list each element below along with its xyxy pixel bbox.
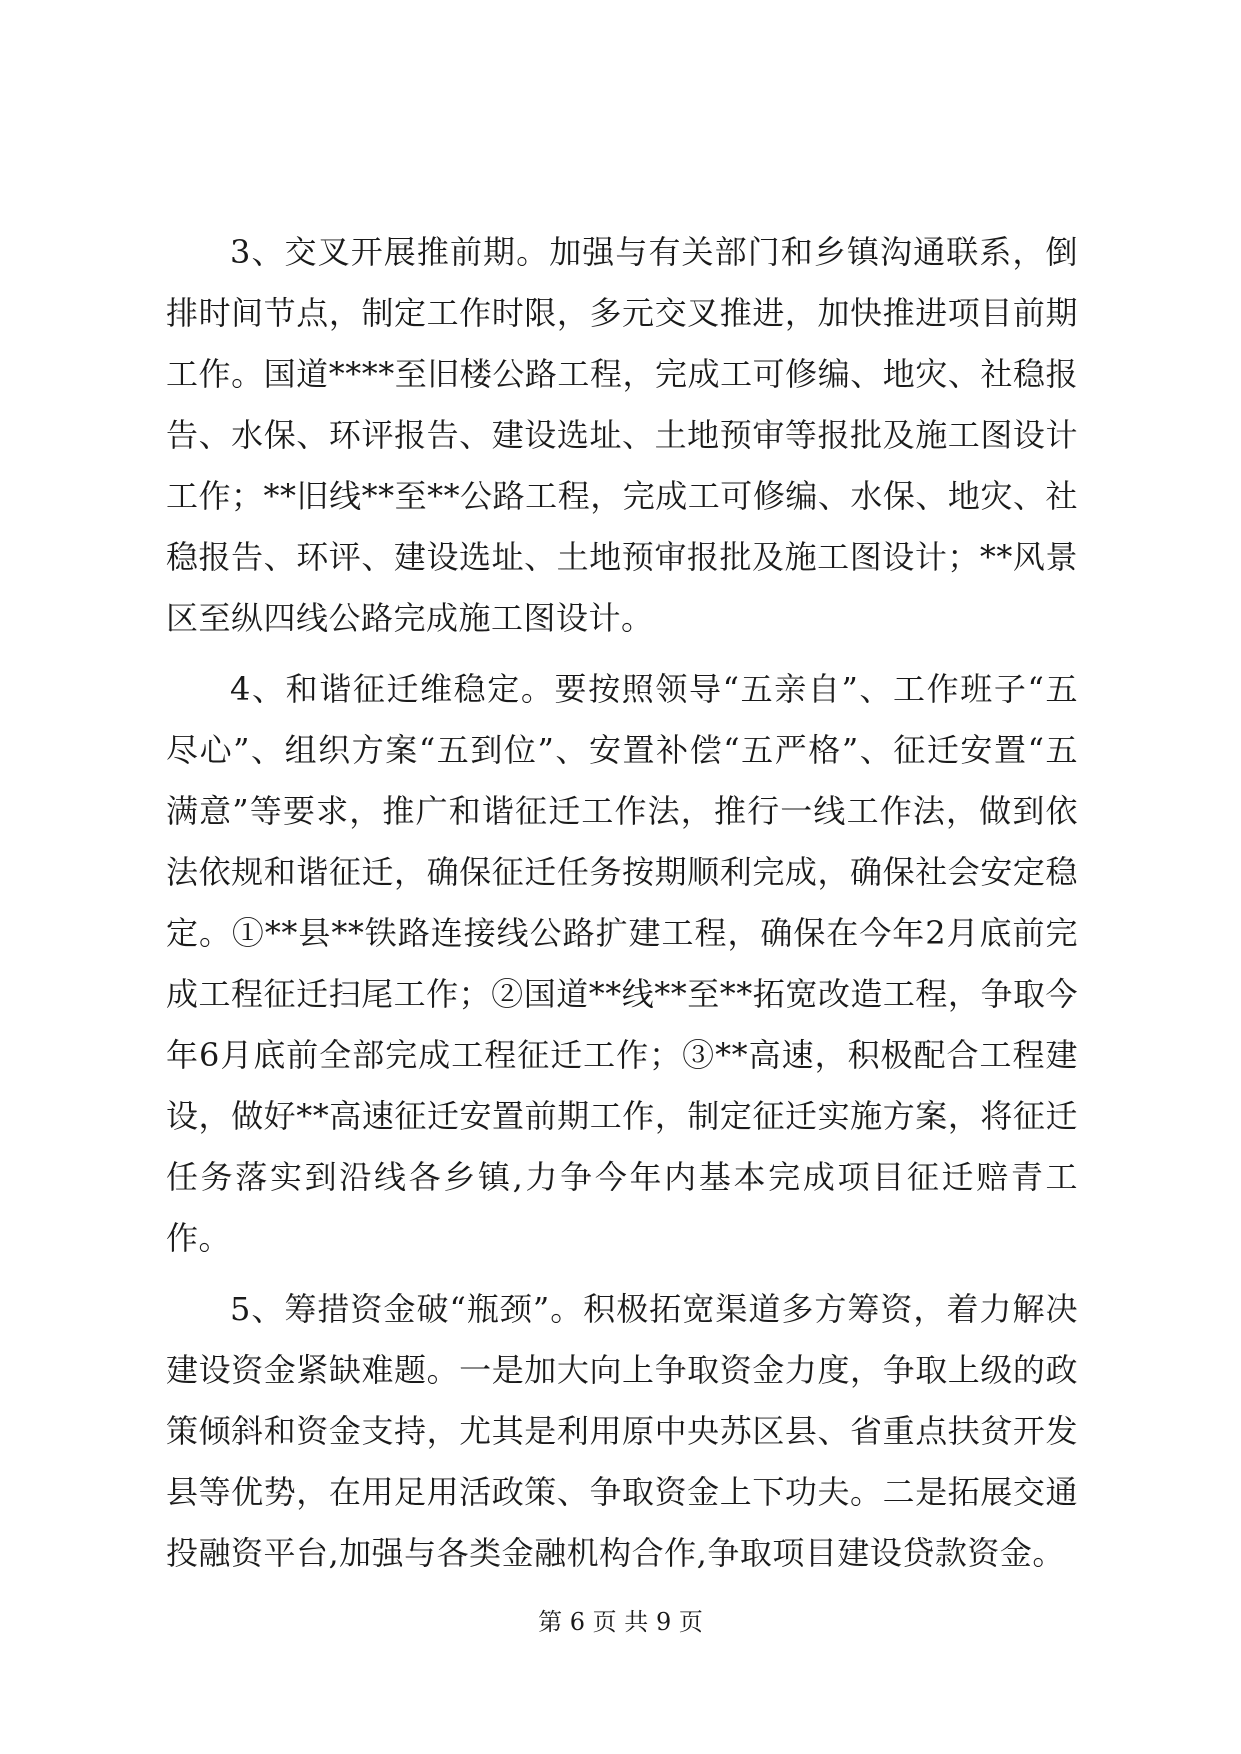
paragraph-4: 4、和谐征迁维稳定。要按照领导“五亲自”、工作班子“五尽心”、组织方案“五到位”、安置补偿“五严格”、征迁安置“五满意”等要求，推广和谐征迁工作法，推行一线工作法，做到依法依规和谐征迁，确保征迁任务按期顺利完成，确保社会安定稳定。①**县**铁路连接线公路扩建工程，确保在今年2月底前完成工程征迁扫尾工作；②国道**线**至**拓宽改造工程，争取今年6月底前全部完成工程征迁工作；③**高速，积极配合工程建设，做好**高速征迁安置前期工作，制定征迁实施方案，将征迁任务落实到沿线各乡镇,力争今年内基本完成项目征迁赔青工作。	[166, 670, 1078, 1257]
page-number-footer: 第 6 页 共 9 页	[538, 1608, 703, 1636]
paragraph-3: 3、交叉开展推前期。加强与有关部门和乡镇沟通联系，倒排时间节点，制定工作时限，多元交叉推进，加快推进项目前期工作。国道****至旧楼公路工程，完成工可修编、地灾、社稳报告、水保、环评报告、建设选址、土地预审等报批及施工图设计工作；**旧线**至**公路工程，完成工可修编、水保、地灾、社稳报告、环评、建设选址、土地预审报批及施工图设计；**风景区至纵四线公路完成施工图设计。	[166, 233, 1078, 637]
paragraph-5: 5、筹措资金破“瓶颈”。积极拓宽渠道多方筹资，着力解决建设资金紧缺难题。一是加大向上争取资金力度，争取上级的政策倾斜和资金支持，尤其是利用原中央苏区县、省重点扶贫开发县等优势，在用足用活政策、争取资金上下功夫。二是拓展交通投融资平台,加强与各类金融机构合作,争取项目建设贷款资金。	[166, 1290, 1078, 1572]
document-body	[166, 222, 1078, 1594]
